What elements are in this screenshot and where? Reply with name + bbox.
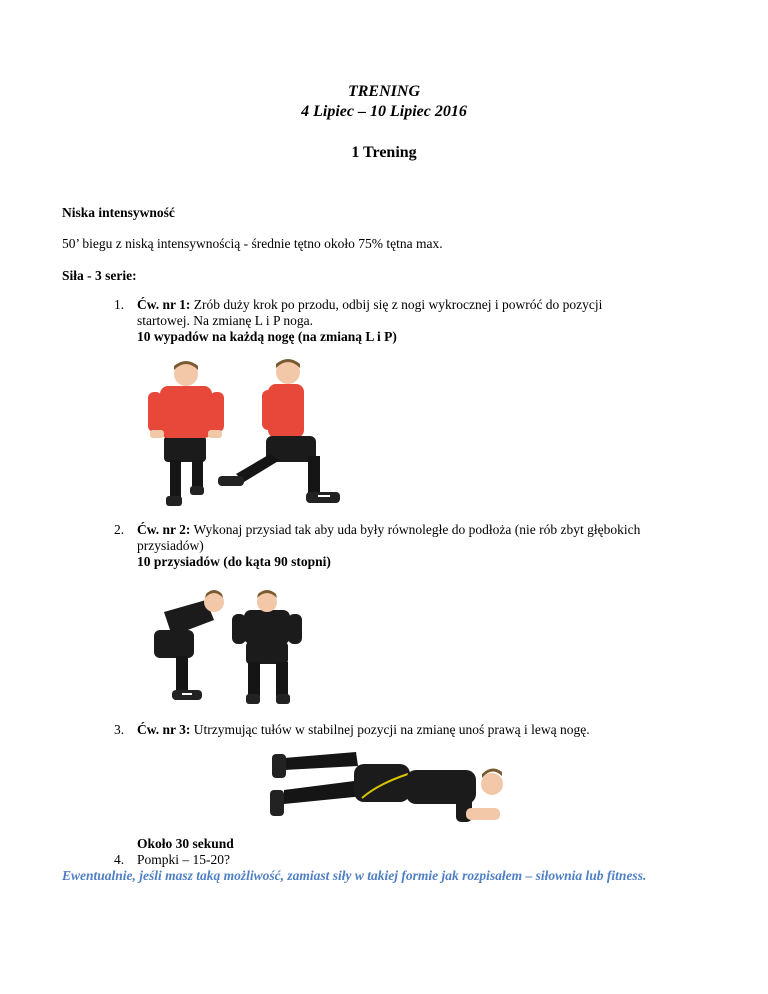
exercise-number: 1. — [114, 297, 125, 312]
lunging-figure — [218, 359, 340, 503]
exercise-1 — [0, 297, 768, 347]
plank-figure — [270, 752, 503, 822]
exercise-text: Zrób duży krok po przodu, odbij się z nogi wykrocznej i powróć do pozycji startowej. Na zmianę L i P noga. — [137, 297, 603, 328]
exercise-text: Wykonaj przysiad tak aby uda były równoległe do podłoża (nie rób zbyt głębokich przysiadów) — [137, 522, 641, 553]
exercise-2 — [0, 522, 768, 572]
title-dates: 4 Lipiec – 10 Lipiec 2016 — [301, 103, 467, 120]
lunge-exercise-illustration — [140, 358, 350, 520]
exercise-reps: 10 wypadów na każdą nogę (na zmianą L i P) — [137, 329, 397, 344]
exercise-label: Ćw. nr 3: — [137, 722, 191, 737]
exercise-description — [137, 297, 657, 345]
strength-heading: Siła - 3 serie: — [62, 268, 137, 283]
exercise-reps: 10 przysiadów (do kąta 90 stopni) — [137, 554, 331, 569]
standing-figure — [148, 361, 224, 506]
exercise-description — [137, 522, 657, 570]
exercise-number: 4. — [114, 852, 125, 867]
low-intensity-text: 50’ biegu z niską intensywnością - średnie tętno około 75% tętna max. — [62, 236, 443, 251]
squat-front-figure — [232, 590, 302, 704]
exercise-label: Ćw. nr 2: — [137, 522, 191, 537]
exercise-label: Ćw. nr 1: — [137, 297, 191, 312]
exercise-text: Utrzymując tułów w stabilnej pozycji na zmianę unoś prawą i lewą nogę. — [193, 722, 590, 737]
training-heading: 1 Trening — [351, 144, 417, 161]
exercise-description — [137, 722, 657, 738]
exercise-number: 3. — [114, 722, 125, 737]
exercise-text: Pompki – 15-20? — [137, 852, 230, 867]
exercise-number: 2. — [114, 522, 125, 537]
low-intensity-heading: Niska intensywność — [62, 205, 175, 220]
title-text: TRENING — [347, 83, 420, 100]
squat-side-figure — [154, 590, 224, 700]
gym-alternative-note: Ewentualnie, jeśli masz taką możliwość, zamiast siły w takiej formie jak rozpisałem – siłownia lub fitness. — [62, 868, 647, 883]
exercise-3 — [0, 722, 768, 742]
squat-exercise-illustration — [148, 590, 316, 712]
plank-exercise-illustration — [266, 744, 510, 830]
exercise-3-reps: Około 30 sekund — [137, 836, 234, 851]
document-title — [0, 82, 768, 122]
